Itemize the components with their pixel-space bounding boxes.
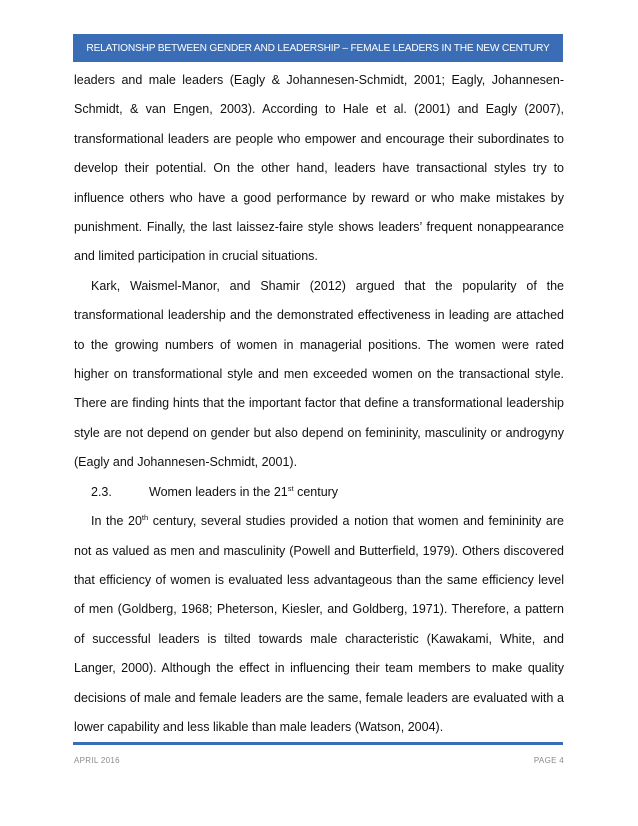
footer-rule [73, 742, 563, 745]
running-header [73, 34, 563, 62]
document-body [74, 66, 564, 742]
footer-page-number: PAGE 4 [533, 756, 564, 765]
section-title-before: Women leaders in the 21 [149, 484, 288, 499]
paragraph3-sup: th [141, 513, 149, 523]
section-number: 2.3. [91, 484, 112, 499]
section-title-sup: st [287, 483, 294, 493]
running-header-title: RELATIONSHP BETWEEN GENDER AND LEADERSHIP – FEMALE LEADERS IN THE NEW CENTURY [86, 42, 550, 54]
section-title-after: century [293, 484, 339, 499]
paragraph-20th-century [74, 507, 564, 742]
paragraph3-before: In the 20 [91, 514, 142, 529]
paragraph3-after: century, several studies provided a notion that women and femininity are not as valued as men and masculinity (Powell and Butterfield, 1979). Others discovered that efficiency of women is evaluated less advantageous than the same efficiency level of men (Goldberg, 1968; Pheterson, Kiesler, and Goldberg, 1971). Therefore, a pattern of successful leaders is tilted towards male characteristic (Kawakami, White, and Langer, 2000). Although the effect in influencing their team members to make quality decisions of male and female leaders are the same, female leaders are evaluated with a lower capability and less likable than male leaders (Watson, 2004). [74, 514, 564, 734]
paragraph-continuation: leaders and male leaders (Eagly & Johannesen-Schmidt, 2001; Eagly, Johannesen-Schmidt, & van Engen, 2003). According to Hale et al. (2001) and Eagly (2007), transformational leaders are people who empower and encourage their subordinates to develop their potential. On the other hand, leaders have transactional styles try to influence others who have a good performance by reward or who make mistakes by punishment. Finally, the last laissez-faire style shows leaders’ frequent nonappearance and limited participation in crucial situations. [74, 73, 564, 264]
paragraph-kark: Kark, Waismel-Manor, and Shamir (2012) argued that the popularity of the transformational leadership and the demonstrated effectiveness in leading are attached to the growing numbers of women in managerial positions. The women were rated higher on transformational style and men exceeded women on the transactional style. There are finding hints that the important factor that define a transformational leadership style are not depend on gender but also depend on femininity, masculinity or androgyny (Eagly and Johannesen-Schmidt, 2001). [74, 278, 564, 470]
section-heading [74, 478, 564, 507]
footer-date: APRIL 2016 [74, 756, 120, 765]
